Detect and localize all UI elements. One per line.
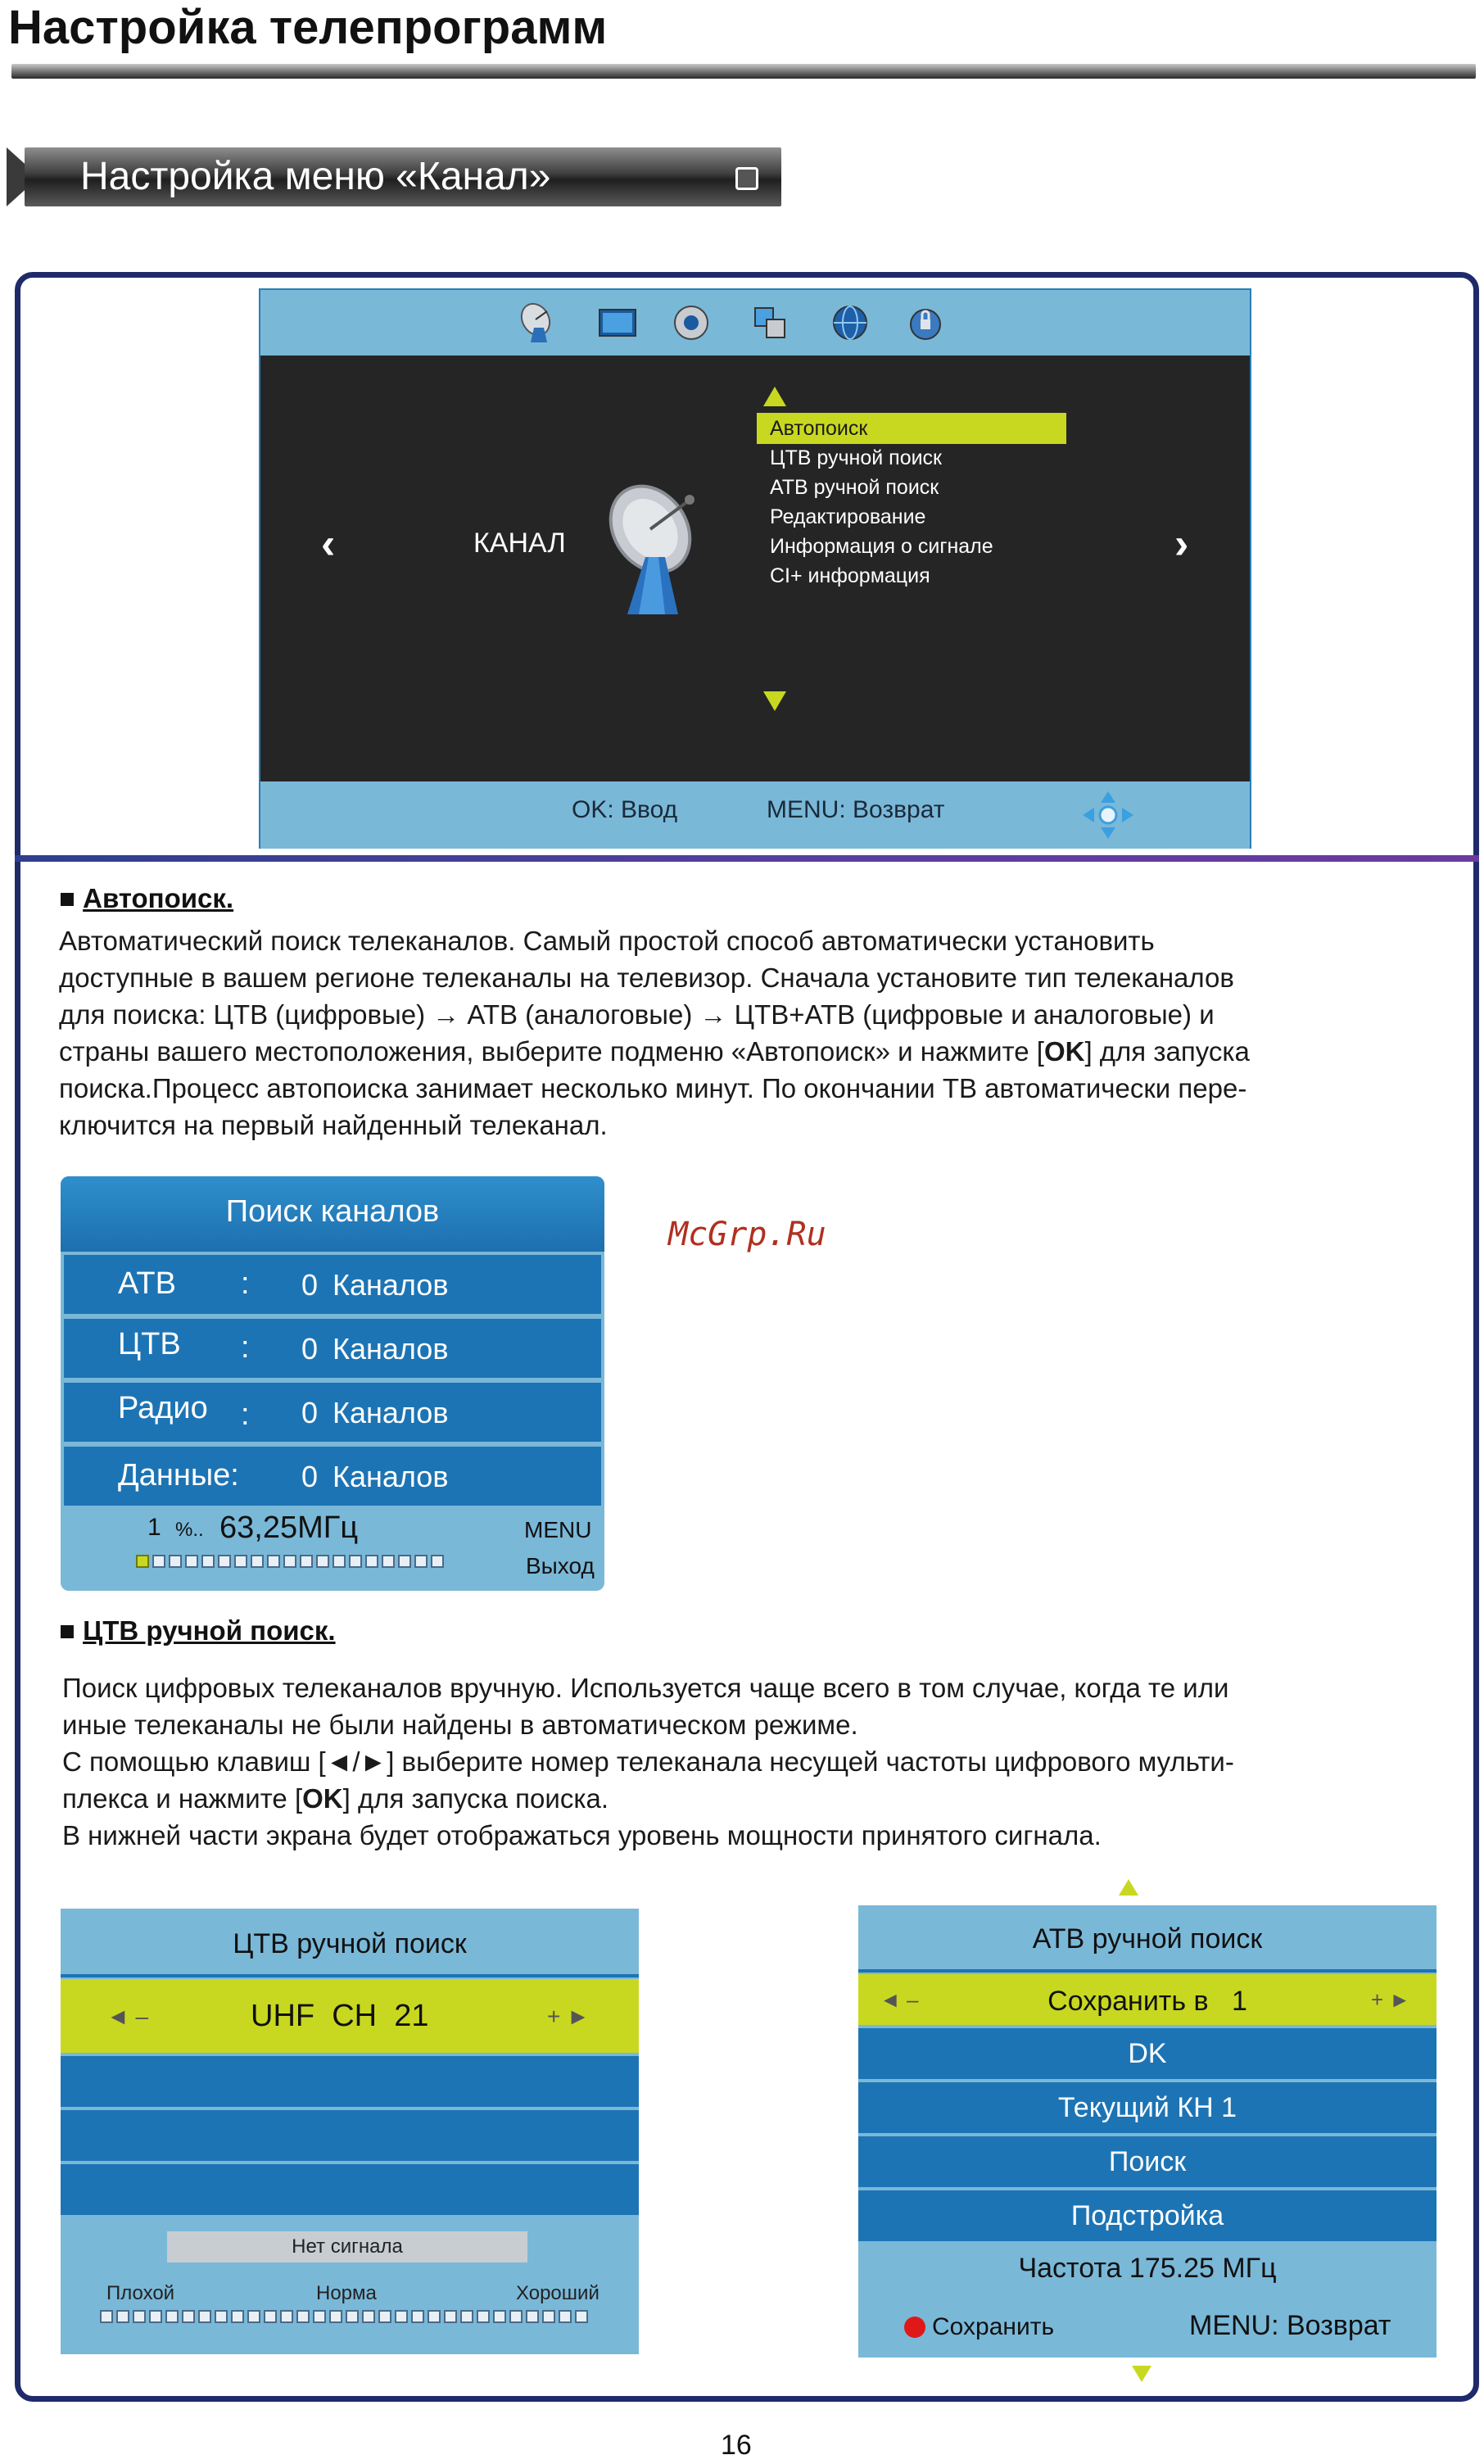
text-line: [62, 1780, 1433, 1817]
progress-segment: [218, 1555, 231, 1568]
progress-segment: [264, 2310, 277, 2323]
dtv-empty-row: [61, 2164, 639, 2215]
atv-manual-panel: [858, 1905, 1436, 2358]
menu-item-autosearch[interactable]: Автопоиск: [770, 417, 868, 440]
dtv-manual-heading: ■ ЦТВ ручной поиск.: [59, 1615, 336, 1646]
menu-item-signal-info[interactable]: Информация о сигнале: [770, 535, 993, 558]
autosearch-heading: ■ Автопоиск.: [59, 883, 234, 913]
decrease-control-icon[interactable]: ◄ –: [880, 1987, 919, 2012]
progress-segment: [411, 2310, 424, 2323]
increase-control-icon[interactable]: + ►: [1371, 1987, 1411, 2012]
progress-segment: [477, 2310, 490, 2323]
row-label: Радио: [118, 1391, 208, 1425]
progress-segment: [296, 2310, 310, 2323]
progress-segment: [169, 1555, 182, 1568]
progress-segment: [165, 2310, 179, 2323]
progress-segment: [136, 1555, 149, 1568]
increase-control-icon[interactable]: + ►: [547, 2004, 590, 2029]
progress-segment: [509, 2310, 523, 2323]
scroll-up-icon[interactable]: [1119, 1879, 1138, 1896]
progress-segment: [378, 2310, 391, 2323]
progress-segment: [152, 1555, 165, 1568]
title-rule: [11, 64, 1476, 79]
row-count: 0: [301, 1268, 319, 1302]
menu-key-label: MENU: [524, 1517, 592, 1542]
search-progress-bar: [136, 1555, 447, 1571]
dtv-manual-panel: [61, 1909, 639, 2354]
globe-icon[interactable]: [829, 301, 871, 344]
text-span: ] для запуска: [1084, 1036, 1250, 1067]
atv-back-label[interactable]: MENU: Возврат: [1189, 2310, 1391, 2341]
channel-search-panel: [61, 1176, 604, 1591]
autosearch-heading-text: Автопоиск.: [83, 883, 234, 913]
row-unit: Каналов: [333, 1460, 449, 1493]
progress-segment: [133, 2310, 146, 2323]
text-span: плекса и нажмите [: [62, 1783, 303, 1814]
progress-segment: [395, 2310, 408, 2323]
satellite-dish-large-icon: [599, 478, 706, 618]
atv-save-in-row[interactable]: [858, 1974, 1436, 2025]
progress-segment: [247, 2310, 260, 2323]
progress-segment: [333, 1555, 346, 1568]
dtv-empty-row: [61, 2110, 639, 2161]
search-panel-header: [61, 1176, 604, 1252]
frame-divider: [15, 855, 1479, 862]
row-count: 0: [301, 1396, 319, 1429]
progress-segment: [251, 1555, 264, 1568]
scroll-down-icon[interactable]: [1132, 2366, 1151, 2382]
dtv-panel-title: ЦТВ ручной поиск: [233, 1928, 467, 1959]
tv-top-bar: [260, 290, 1250, 356]
search-row-radio: [64, 1383, 601, 1442]
text-span: ] для запуска поиска.: [342, 1783, 609, 1814]
progress-segment: [382, 1555, 395, 1568]
atv-fine-tune-label: Подстройка: [1070, 2200, 1224, 2231]
progress-segment: [215, 2310, 228, 2323]
progress-segment: [313, 2310, 326, 2323]
progress-percent-unit: %..: [175, 1519, 204, 1541]
progress-segment: [231, 2310, 244, 2323]
progress-segment: [198, 2310, 211, 2323]
scroll-down-icon[interactable]: [763, 691, 786, 711]
picture-icon[interactable]: [596, 301, 639, 344]
footer-menu-hint: MENU: Возврат: [767, 796, 945, 823]
text-line: Автоматический поиск телеканалов. Самый простой способ автоматически установить: [59, 926, 1155, 956]
progress-segment: [346, 2310, 359, 2323]
row-unit: Каналов: [333, 1268, 449, 1302]
progress-segment: [414, 1555, 428, 1568]
no-signal-indicator: Нет сигнала: [167, 2231, 527, 2262]
text-line: В нижней части экрана будет отображаться уровень мощности принятого сигнала.: [62, 1820, 1102, 1850]
progress-segment: [431, 1555, 444, 1568]
menu-item-ci-info[interactable]: CI+ информация: [770, 564, 930, 587]
square-icon: [735, 167, 758, 190]
progress-segment: [283, 1555, 296, 1568]
text-line: [59, 1033, 1422, 1070]
section-title: Настройка меню «Канал»: [80, 155, 551, 198]
tv-bottom-bar: [260, 781, 1250, 849]
progress-segment: [460, 2310, 473, 2323]
dtv-manual-heading-text: ЦТВ ручной поиск.: [83, 1615, 336, 1646]
progress-segment: [559, 2310, 572, 2323]
menu-category-label: КАНАЛ: [473, 528, 566, 559]
progress-segment: [362, 2310, 375, 2323]
atv-current-channel: Текущий КН 1: [1057, 2092, 1237, 2123]
search-row-atv: [64, 1255, 601, 1314]
search-row-dtv: [64, 1319, 601, 1378]
progress-segment: [116, 2310, 129, 2323]
text-line: для поиска: ЦТВ (цифровые) → АТВ (аналоговые) → ЦТВ+АТВ (цифровые и аналоговые) и: [59, 999, 1215, 1030]
decrease-control-icon[interactable]: ◄ –: [106, 2004, 149, 2029]
atv-save-label[interactable]: Сохранить: [932, 2313, 1055, 2340]
row-label: Данные:: [118, 1458, 239, 1492]
progress-segment: [398, 1555, 411, 1568]
text-line: С помощью клавиш [◄/►] выберите номер телеканала несущей частоты цифрового мульти-: [62, 1746, 1234, 1777]
watermark: McGrp.Ru: [668, 1216, 826, 1253]
atv-current-channel-row[interactable]: [858, 2082, 1436, 2133]
signal-good-label: Хороший: [516, 2282, 599, 2304]
text-line: доступные в вашем регионе телеканалы на телевизор. Сначала установите тип телеканалов: [59, 962, 1234, 993]
progress-segment: [365, 1555, 378, 1568]
atv-frequency: Частота 175.25 МГц: [1018, 2253, 1277, 2284]
progress-segment: [182, 2310, 195, 2323]
row-count: 0: [301, 1332, 319, 1366]
row-unit: Каналов: [333, 1332, 449, 1366]
text-span: страны вашего местоположения, выберите подменю «Автопоиск» и нажмите [: [59, 1036, 1044, 1067]
dtv-manual-paragraph: [62, 1669, 1433, 1854]
progress-segment: [316, 1555, 329, 1568]
text-line: поиска.Процесс автопоиска занимает несколько минут. По окончании ТВ автоматически пере-: [59, 1073, 1247, 1103]
nav-right-arrow[interactable]: ›: [1174, 520, 1189, 568]
progress-segment: [300, 1555, 313, 1568]
progress-segment: [280, 2310, 293, 2323]
progress-segment: [542, 2310, 555, 2323]
signal-strength-bar: [100, 2310, 591, 2326]
text-line: иные телеканалы не были найдены в автоматическом режиме.: [62, 1710, 858, 1740]
text-line: ключится на первый найденный телеканал.: [59, 1110, 608, 1140]
search-row-data: [64, 1447, 601, 1506]
page-number: 16: [721, 2430, 752, 2461]
search-panel-title: Поиск каналов: [225, 1194, 440, 1229]
navigation-arrows-icon: [1081, 790, 1135, 840]
row-sep: :: [241, 1397, 250, 1432]
sound-icon[interactable]: [670, 301, 713, 344]
progress-segment: [267, 1555, 280, 1568]
dtv-title-divider: [61, 1974, 639, 1977]
row-unit: Каналов: [333, 1396, 449, 1429]
ok-key: OK: [1043, 1036, 1085, 1067]
row-label: АТВ: [118, 1266, 176, 1301]
row-label: ЦТВ: [118, 1327, 181, 1361]
tv-channel-menu: [259, 288, 1251, 849]
atv-save-in-value: Сохранить в 1: [1047, 1986, 1247, 2017]
progress-segment: [149, 2310, 162, 2323]
atv-title-divider: [858, 1969, 1436, 1973]
red-button-icon: [904, 2317, 925, 2338]
progress-segment: [329, 2310, 342, 2323]
progress-segment: [526, 2310, 539, 2323]
atv-panel-title: АТВ ручной поиск: [1032, 1923, 1263, 1954]
satellite-dish-icon[interactable]: [518, 301, 560, 344]
progress-segment: [100, 2310, 113, 2323]
progress-segment: [349, 1555, 362, 1568]
menu-item-edit[interactable]: Редактирование: [770, 505, 926, 528]
atv-system-value: DK: [1128, 2038, 1167, 2069]
progress-percent: 1: [147, 1514, 161, 1541]
time-icon[interactable]: [749, 301, 791, 344]
signal-normal-label: Норма: [316, 2282, 377, 2304]
progress-segment: [185, 1555, 198, 1568]
row-count: 0: [301, 1460, 319, 1493]
row-sep: :: [241, 1266, 250, 1301]
text-line: Поиск цифровых телеканалов вручную. Используется чаще всего в том случае, когда те или: [62, 1673, 1229, 1703]
progress-segment: [444, 2310, 457, 2323]
footer-ok-hint: OK: Ввод: [572, 796, 678, 823]
dtv-channel-row[interactable]: [61, 1979, 639, 2053]
atv-search-row[interactable]: [858, 2136, 1436, 2187]
exit-label[interactable]: Выход: [526, 1553, 595, 1578]
autosearch-paragraph: [59, 922, 1422, 1144]
atv-fine-tune-row[interactable]: [858, 2190, 1436, 2241]
dtv-empty-row: [61, 2056, 639, 2107]
scroll-up-icon[interactable]: [763, 387, 786, 406]
progress-segment: [575, 2310, 588, 2323]
menu-item-dtv-manual[interactable]: ЦТВ ручной поиск: [770, 446, 942, 469]
row-sep: :: [241, 1330, 250, 1365]
page-title: Настройка телепрограмм: [8, 1, 608, 54]
progress-segment: [493, 2310, 506, 2323]
progress-segment: [201, 1555, 215, 1568]
atv-search-label: Поиск: [1108, 2146, 1187, 2177]
menu-item-atv-manual[interactable]: АТВ ручной поиск: [770, 476, 939, 499]
atv-system-row[interactable]: [858, 2028, 1436, 2079]
ok-key: OK: [302, 1783, 343, 1814]
nav-left-arrow[interactable]: ‹: [321, 520, 336, 568]
search-frequency: 63,25МГц: [219, 1511, 359, 1545]
progress-segment: [234, 1555, 247, 1568]
lock-icon[interactable]: [904, 301, 947, 344]
signal-bad-label: Плохой: [106, 2282, 175, 2304]
progress-segment: [428, 2310, 441, 2323]
dtv-channel-value: UHF CH 21: [251, 1999, 429, 2033]
